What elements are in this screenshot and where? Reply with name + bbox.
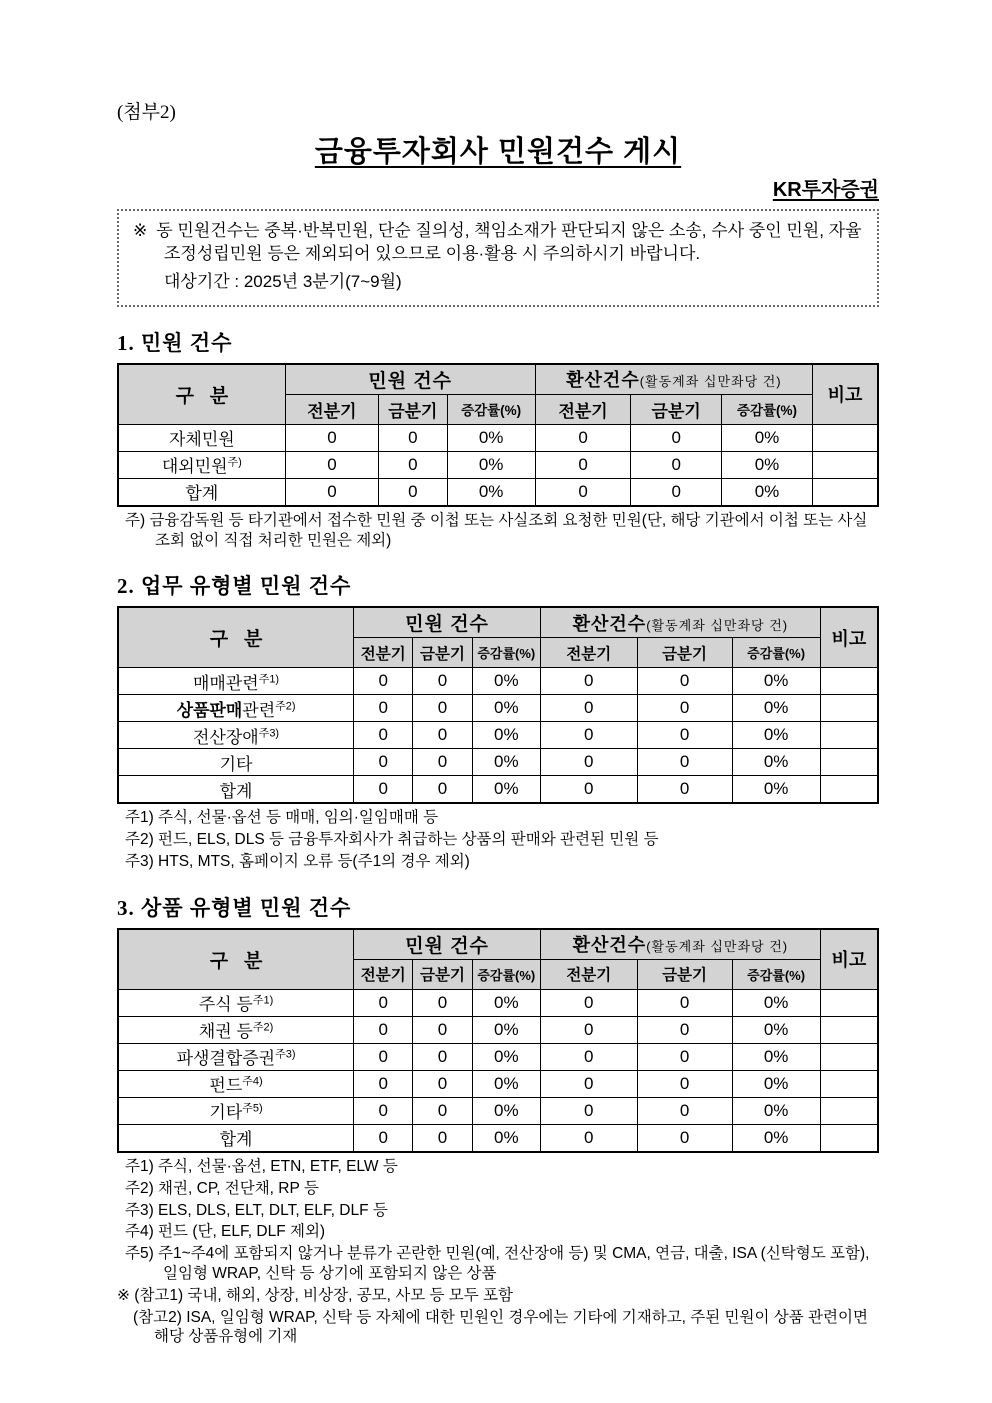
value-cell: 0: [541, 1043, 638, 1070]
value-cell: 0%: [732, 989, 820, 1016]
value-cell: 0: [413, 1016, 472, 1043]
page-title: 금융투자회사 민원건수 게시: [314, 135, 682, 168]
converted-label: 환산건수: [572, 935, 647, 956]
value-cell: 0: [637, 1043, 732, 1070]
value-cell: 0%: [732, 695, 820, 722]
table-row: [118, 695, 878, 722]
value-cell: 0%: [472, 749, 540, 776]
table-row: [118, 1043, 878, 1070]
section-business-type: [117, 570, 879, 871]
attachment-label: (첨부2): [117, 102, 176, 123]
remark-cell: [820, 749, 878, 776]
row-label: 펀드$^{주4)}$: [118, 1070, 354, 1097]
value-cell: 0: [637, 1016, 732, 1043]
value-cell: 0%: [732, 668, 820, 695]
value-cell: 0: [413, 1097, 472, 1124]
remark-cell: [820, 1124, 878, 1152]
notice-body: 동 민원건수는 중복·반복민원, 단순 질의성, 책임소재가 판단되지 않은 소송, 수사 중인 민원, 자율조정성립민원 등은 제외되어 있으므로 이용·활용 시 주의하시기 바랍니다.: [156, 220, 862, 263]
row-label: 전산장애$^{주3)}$: [118, 722, 354, 749]
value-cell: 0: [541, 722, 638, 749]
value-cell: 0: [631, 424, 721, 451]
value-cell: 0: [354, 989, 413, 1016]
value-cell: 0: [379, 424, 447, 451]
table-row: [118, 749, 878, 776]
value-cell: 0: [637, 776, 732, 804]
row-label: 기타$^{주5)}$: [118, 1097, 354, 1124]
value-cell: 0: [354, 1124, 413, 1152]
footnote-ref: 주3): [258, 727, 280, 740]
section-product-type: [117, 892, 879, 1347]
value-cell: 0: [354, 722, 413, 749]
value-cell: 0%: [732, 749, 820, 776]
value-cell: 0: [637, 722, 732, 749]
row-label: 매매관련$^{주1)}$: [118, 668, 354, 695]
footnote-ref: 주3): [275, 1048, 296, 1061]
value-cell: 0%: [472, 1043, 540, 1070]
row-label: 합계: [118, 776, 354, 804]
value-cell: 0%: [472, 1097, 540, 1124]
notice-period: 대상기간 : 2025년 3분기(7~9월): [164, 272, 402, 292]
col-group-converted: [535, 364, 812, 395]
value-cell: 0: [413, 695, 472, 722]
footnote-ref: 주5): [242, 1102, 263, 1115]
table-row: [118, 722, 878, 749]
value-cell: 0: [354, 776, 413, 804]
remark-cell: [813, 451, 878, 478]
remark-cell: [820, 1016, 878, 1043]
table-footnote: 주3) HTS, MTS, 홈페이지 오류 등(주1의 경우 제외): [125, 853, 470, 871]
value-cell: 0: [541, 1070, 638, 1097]
col-header-change-rate: 증감률(%): [732, 959, 820, 989]
value-cell: 0: [637, 695, 732, 722]
col-header-curr-quarter: 금분기: [631, 394, 721, 424]
value-cell: 0: [413, 668, 472, 695]
col-header-remark: 비고: [820, 607, 878, 668]
table-row: [118, 668, 878, 695]
value-cell: 0: [285, 478, 378, 506]
row-label: 상품판매관련$^{주2)}$: [118, 695, 354, 722]
remark-cell: [820, 989, 878, 1016]
row-label: 채권 등$^{주2)}$: [118, 1016, 354, 1043]
footnote-ref: 주): [227, 456, 242, 469]
value-cell: 0: [413, 749, 472, 776]
value-cell: 0: [535, 451, 631, 478]
table-footnote: 주4) 펀드 (단, ELF, DLF 제외): [125, 1223, 326, 1241]
remark-cell: [820, 1070, 878, 1097]
col-header-prev-quarter: 전분기: [285, 394, 378, 424]
value-cell: 0: [413, 989, 472, 1016]
document-page: [117, 0, 879, 1347]
value-cell: 0%: [732, 1097, 820, 1124]
value-cell: 0: [285, 451, 378, 478]
value-cell: 0: [413, 722, 472, 749]
value-cell: 0: [637, 1097, 732, 1124]
value-cell: 0%: [472, 776, 540, 804]
notice-box: [117, 209, 879, 307]
col-header-curr-quarter: 금분기: [379, 394, 447, 424]
value-cell: 0: [631, 451, 721, 478]
footnote-ref: 주4): [242, 1075, 263, 1088]
value-cell: 0%: [472, 1070, 540, 1097]
row-label: 합계: [118, 1124, 354, 1152]
col-header-change-rate: 증감률(%): [732, 638, 820, 668]
col-header-curr-quarter: 금분기: [637, 638, 732, 668]
col-header-curr-quarter: 금분기: [413, 959, 472, 989]
value-cell: 0: [637, 1124, 732, 1152]
table-header: [118, 607, 878, 668]
col-header-category: 구 분: [118, 929, 354, 990]
value-cell: 0%: [472, 668, 540, 695]
table-header: [118, 929, 878, 990]
remark-cell: [820, 695, 878, 722]
table-footnote: 주) 금융감독원 등 타기관에서 접수한 민원 중 이첩 또는 사실조회 요청한 민원(단, 해당 기관에서 이첩 또는 사실조회 없이 직접 처리한 민원은 제외): [125, 511, 868, 549]
notice-text: [133, 220, 865, 265]
company-name: KR투자증권: [772, 178, 879, 201]
remark-cell: [813, 424, 878, 451]
col-group-converted: [541, 929, 821, 960]
value-cell: 0: [285, 424, 378, 451]
value-cell: 0%: [472, 695, 540, 722]
value-cell: 0: [541, 1097, 638, 1124]
value-cell: 0%: [732, 1043, 820, 1070]
table-footnote: 주1) 주식, 선물·옵션, ETN, ETF, ELW 등: [125, 1157, 398, 1175]
value-cell: 0%: [732, 776, 820, 804]
remark-cell: [820, 1097, 878, 1124]
section-heading: 3. 상품 유형별 민원 건수: [117, 895, 352, 920]
value-cell: 0%: [721, 424, 812, 451]
col-header-curr-quarter: 금분기: [413, 638, 472, 668]
value-cell: 0: [413, 1124, 472, 1152]
table-footnote: ※ (참고1) 국내, 해외, 상장, 비상장, 공모, 사모 등 모두 포함: [117, 1286, 513, 1304]
value-cell: 0: [541, 1124, 638, 1152]
value-cell: 0: [354, 1070, 413, 1097]
row-label: 기타: [118, 749, 354, 776]
table-footnote: 주3) ELS, DLS, ELT, DLT, ELF, DLF 등: [125, 1201, 388, 1219]
value-cell: 0%: [472, 1124, 540, 1152]
footnote-ref: 주2): [275, 700, 296, 713]
value-cell: 0: [631, 478, 721, 506]
table-row: [118, 776, 878, 804]
value-cell: 0: [541, 668, 638, 695]
col-header-remark: 비고: [813, 364, 878, 425]
value-cell: 0%: [472, 1016, 540, 1043]
table-row: [118, 478, 878, 506]
col-header-category: 구 분: [118, 364, 285, 425]
table-row: [118, 1070, 878, 1097]
table-row: [118, 1016, 878, 1043]
remark-cell: [820, 776, 878, 804]
value-cell: 0: [637, 989, 732, 1016]
row-label: 합계: [118, 478, 285, 506]
converted-label: 환산건수: [566, 370, 640, 391]
remark-cell: [820, 722, 878, 749]
table-row: [118, 1097, 878, 1124]
value-cell: 0%: [472, 722, 540, 749]
col-header-prev-quarter: 전분기: [354, 638, 413, 668]
col-header-change-rate: 증감률(%): [472, 638, 540, 668]
value-cell: 0: [354, 749, 413, 776]
table-footnote: 주2) 채권, CP, 전단채, RP 등: [125, 1179, 319, 1197]
value-cell: 0: [379, 478, 447, 506]
value-cell: 0%: [732, 1016, 820, 1043]
complaint-count-table: [117, 363, 879, 507]
value-cell: 0%: [721, 451, 812, 478]
col-header-change-rate: 증감률(%): [721, 394, 812, 424]
remark-cell: [820, 668, 878, 695]
value-cell: 0%: [447, 478, 535, 506]
value-cell: 0%: [447, 424, 535, 451]
value-cell: 0%: [472, 989, 540, 1016]
col-header-change-rate: 증감률(%): [472, 959, 540, 989]
col-group-complaints: 민원 건수: [354, 929, 541, 960]
value-cell: 0: [354, 695, 413, 722]
value-cell: 0: [413, 1070, 472, 1097]
value-cell: 0: [637, 668, 732, 695]
col-header-prev-quarter: 전분기: [541, 638, 638, 668]
value-cell: 0%: [721, 478, 812, 506]
row-label: 대외민원$^{주)}$: [118, 451, 285, 478]
footnote-ref: 주2): [252, 1021, 274, 1034]
value-cell: 0%: [447, 451, 535, 478]
remark-cell: [820, 1043, 878, 1070]
section-complaint-count: [117, 327, 879, 551]
col-header-change-rate: 증감률(%): [447, 394, 535, 424]
value-cell: 0: [535, 478, 631, 506]
col-header-category: 구 분: [118, 607, 354, 668]
col-header-prev-quarter: 전분기: [354, 959, 413, 989]
value-cell: 0: [379, 451, 447, 478]
table-row: [118, 1124, 878, 1152]
table-footnote: (참고2) ISA, 일임형 WRAP, 신탁 등 자체에 대한 민원인 경우에는 기타에 기재하고, 주된 민원이 상품 관련이면 해당 상품유형에 기재: [133, 1308, 868, 1346]
value-cell: 0%: [732, 1124, 820, 1152]
table-footnote: 주2) 펀드, ELS, DLS 등 금융투자회사가 취급하는 상품의 판매와 관련된 민원 등: [125, 831, 659, 849]
converted-sublabel: (활동계좌 십만좌당 건): [646, 617, 789, 633]
reference-mark: ※: [133, 220, 148, 240]
value-cell: 0: [637, 749, 732, 776]
business-type-table: [117, 606, 879, 804]
table-row: [118, 989, 878, 1016]
col-group-complaints: 민원 건수: [354, 607, 541, 638]
value-cell: 0%: [732, 1070, 820, 1097]
value-cell: 0: [541, 749, 638, 776]
footnote-ref: 주1): [258, 673, 280, 686]
value-cell: 0: [541, 989, 638, 1016]
col-header-curr-quarter: 금분기: [637, 959, 732, 989]
table-footnote: 주5) 주1~주4에 포함되지 않거나 분류가 곤란한 민원(예, 전산장애 등) 및 CMA, 연금, 대출, ISA (신탁형도 포함), 일임형 WRAP, 신탁 등 상기에 포함되지 않은 상품: [125, 1245, 870, 1282]
table-header: [118, 364, 878, 425]
converted-sublabel: (활동계좌 십만좌당 건): [646, 939, 789, 955]
table-footnote: 주1) 주식, 선물·옵션 등 매매, 임의·일임매매 등: [125, 809, 439, 827]
value-cell: 0: [541, 1016, 638, 1043]
product-type-table: [117, 928, 879, 1153]
row-label: 파생결합증권$^{주3)}$: [118, 1043, 354, 1070]
table-row: [118, 451, 878, 478]
value-cell: 0: [413, 776, 472, 804]
row-label: 자체민원: [118, 424, 285, 451]
col-header-remark: 비고: [820, 929, 878, 990]
footnote-ref: 주1): [252, 994, 274, 1007]
section-heading: 1. 민원 건수: [117, 330, 233, 355]
value-cell: 0: [354, 1016, 413, 1043]
table-row: [118, 424, 878, 451]
converted-label: 환산건수: [572, 613, 647, 634]
value-cell: 0: [541, 776, 638, 804]
value-cell: 0: [354, 1043, 413, 1070]
value-cell: 0: [413, 1043, 472, 1070]
value-cell: 0: [535, 424, 631, 451]
value-cell: 0: [354, 668, 413, 695]
value-cell: 0: [637, 1070, 732, 1097]
converted-sublabel: (활동계좌 십만좌당 건): [639, 374, 782, 390]
row-label: 주식 등$^{주1)}$: [118, 989, 354, 1016]
value-cell: 0%: [732, 722, 820, 749]
value-cell: 0: [541, 695, 638, 722]
remark-cell: [813, 478, 878, 506]
section-heading: 2. 업무 유형별 민원 건수: [117, 574, 352, 599]
value-cell: 0: [354, 1097, 413, 1124]
col-header-prev-quarter: 전분기: [541, 959, 638, 989]
col-header-prev-quarter: 전분기: [535, 394, 631, 424]
col-group-complaints: 민원 건수: [285, 364, 535, 395]
col-group-converted: [541, 607, 821, 638]
